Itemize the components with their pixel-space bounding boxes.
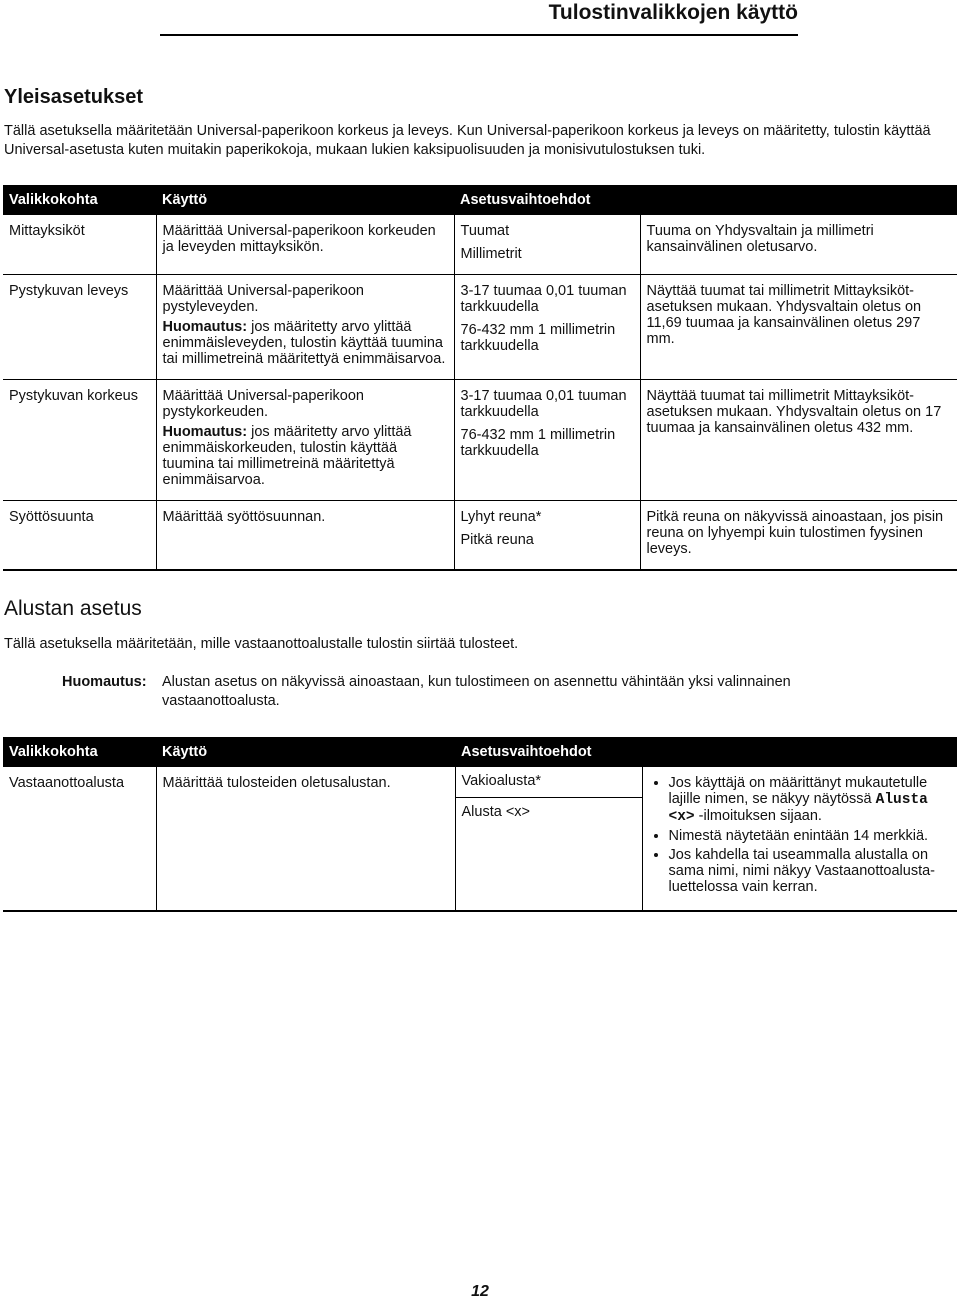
options-cell bbox=[454, 380, 640, 501]
usage-text: Määrittää Universal-paperikoon pystyleveyden. bbox=[162, 283, 364, 315]
bin-note bbox=[62, 673, 892, 711]
col-header-options: Asetusvaihtoehdot bbox=[455, 737, 957, 767]
option-value: Pitkä reuna bbox=[460, 532, 534, 548]
usage-note bbox=[163, 319, 448, 367]
note-label: Huomautus: bbox=[162, 319, 248, 335]
remarks-list bbox=[649, 775, 952, 895]
section-title-bin: Alustan asetus bbox=[4, 597, 142, 620]
usage-text: Määrittää Universal-paperikoon pystykorkeuden. bbox=[162, 388, 364, 420]
bin-settings-table bbox=[3, 737, 957, 912]
options-cell bbox=[455, 767, 642, 911]
general-intro: Tällä asetuksella määritetään Universal-paperikoon korkeus ja leveys. Kun Universal-paperikoon korkeus ja leveys on määritetty, tulostin käyttää Universal-asetusta kuten muitakin paperikokoja, mukaan lukien kaksipuolisuuden ja monisivutulostuksen tuki. bbox=[4, 123, 931, 158]
col-header-usage: Käyttö bbox=[156, 185, 454, 215]
display-message-code: Alusta <x> bbox=[668, 792, 928, 825]
table-row bbox=[3, 215, 957, 275]
note-text: jos määritetty arvo ylittää enimmäiskorkeuden, tulostin käyttää tuumina tai millimetreinä määritettyä enimmäisarvoa. bbox=[162, 424, 412, 488]
menu-item-cell: Syöttösuunta bbox=[9, 509, 94, 525]
table-header-row bbox=[3, 185, 957, 215]
usage-cell bbox=[156, 275, 454, 380]
section-title-general: Yleisasetukset bbox=[4, 86, 143, 108]
remark-text: Jos käyttäjä on määrittänyt mukautetulle lajille nimen, se näkyy näytössä bbox=[668, 775, 928, 807]
option-value: Tuumat bbox=[460, 223, 510, 239]
usage-text: Määrittää syöttösuunnan. bbox=[162, 509, 326, 525]
general-settings-table bbox=[3, 185, 957, 571]
option-value: Alusta <x> bbox=[456, 797, 642, 828]
table-row bbox=[3, 767, 957, 911]
remarks-cell: Tuuma on Yhdysvaltain ja millimetri kansainvälinen oletusarvo. bbox=[640, 215, 957, 275]
header-rule bbox=[160, 34, 798, 36]
usage-cell bbox=[156, 501, 454, 571]
remarks-cell: Näyttää tuumat tai millimetrit Mittayksiköt-asetuksen mukaan. Yhdysvaltain oletus on 11,69 tuumaa ja kansainvälinen oletus 297 mm. bbox=[640, 275, 957, 380]
note-label: Huomautus: bbox=[162, 424, 248, 440]
remarks-cell: Pitkä reuna on näkyvissä ainoastaan, jos pisin reuna on lyhyempi kuin tulostimen fyysinen leveys. bbox=[640, 501, 957, 571]
options-cell bbox=[454, 215, 640, 275]
remark-text: -ilmoituksen sijaan. bbox=[698, 808, 822, 824]
list-item: • Jos kahdella tai useammalla alustalla on sama nimi, nimi näkyy Vastaanottoalusta-luettelossa vain kerran. bbox=[669, 847, 952, 895]
table-header-row bbox=[3, 737, 957, 767]
usage-text: Määrittää Universal-paperikoon korkeuden ja leveyden mittayksikön. bbox=[162, 223, 436, 255]
menu-item-cell: Vastaanottoalusta bbox=[9, 775, 125, 791]
options-cell bbox=[454, 501, 640, 571]
note-text: jos määritetty arvo ylittää enimmäisleveyden, tulostin käyttää tuumina tai millimetreinä määritettyä enimmäisarvoa. bbox=[162, 319, 446, 367]
page-number: 12 bbox=[471, 1283, 489, 1300]
options-cell bbox=[454, 275, 640, 380]
option-value: 3-17 tuumaa 0,01 tuuman tarkkuudella bbox=[460, 388, 627, 420]
option-value: 76-432 mm 1 millimetrin tarkkuudella bbox=[460, 427, 616, 459]
remarks-cell: Näyttää tuumat tai millimetrit Mittayksiköt-asetuksen mukaan. Yhdysvaltain oletus on 17 tuumaa ja kansainvälinen oletus 432 mm. bbox=[640, 380, 957, 501]
col-header-usage: Käyttö bbox=[156, 737, 455, 767]
table-row bbox=[3, 501, 957, 571]
list-item bbox=[669, 775, 952, 825]
usage-note bbox=[163, 424, 448, 488]
option-value: Vakioalusta* bbox=[461, 773, 542, 789]
option-value: Millimetrit bbox=[460, 246, 522, 262]
option-value: Lyhyt reuna* bbox=[460, 509, 542, 525]
menu-item-cell: Pystykuvan leveys bbox=[9, 283, 129, 299]
option-value: 3-17 tuumaa 0,01 tuuman tarkkuudella bbox=[460, 283, 627, 315]
usage-cell bbox=[156, 380, 454, 501]
option-value: 76-432 mm 1 millimetrin tarkkuudella bbox=[460, 322, 616, 354]
menu-item-cell: Pystykuvan korkeus bbox=[9, 388, 138, 404]
running-header-title: Tulostinvalikkojen käyttö bbox=[548, 1, 798, 24]
menu-item-cell: Mittayksiköt bbox=[9, 223, 85, 239]
col-header-options: Asetusvaihtoehdot bbox=[454, 185, 957, 215]
table-row bbox=[3, 380, 957, 501]
bin-note-label: Huomautus: bbox=[62, 674, 147, 690]
remarks-cell bbox=[642, 767, 957, 911]
usage-cell: Määrittää tulosteiden oletusalustan. bbox=[156, 767, 455, 911]
list-item: • Nimestä näytetään enintään 14 merkkiä. bbox=[669, 828, 952, 844]
bin-note-text: Alustan asetus on näkyvissä ainoastaan, kun tulostimeen on asennettu vähintään yksi valinnainen vastaanottoalusta. bbox=[162, 674, 791, 709]
bin-intro: Tällä asetuksella määritetään, mille vastaanottoalustalle tulostin siirtää tulosteet. bbox=[4, 636, 519, 652]
table-row bbox=[3, 275, 957, 380]
col-header-item: Valikkokohta bbox=[3, 185, 156, 215]
usage-cell bbox=[156, 215, 454, 275]
col-header-item: Valikkokohta bbox=[3, 737, 156, 767]
